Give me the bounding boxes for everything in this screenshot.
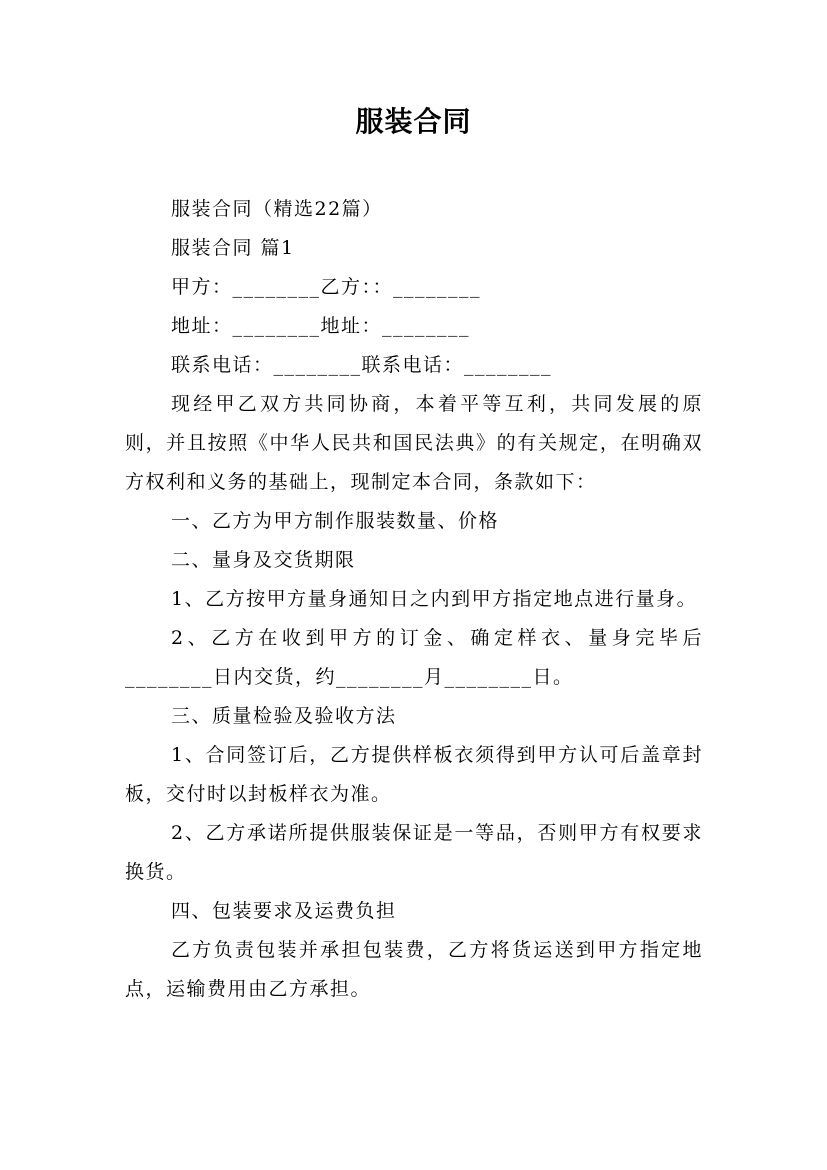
paragraph-clause-3-item-1: 1、合同签订后，乙方提供样板衣须得到甲方认可后盖章封板，交付时以封板样衣为准。 (125, 744, 703, 805)
paragraph-clause-2-item-2: 2、乙方在收到甲方的订金、确定样衣、量身完毕后________日内交货，约________月________日。 (125, 627, 703, 688)
paragraph-clause-3-heading: 三、质量检验及验收方法 (171, 705, 397, 727)
paragraph-preamble: 现经甲乙双方共同协商，本着平等互利，共同发展的原则，并且按照《中华人民共和国民法典》的有关规定，在明确双方权利和义务的基础上，现制定本合同，条款如下： (125, 393, 703, 493)
paragraph-subtitle: 服装合同（精选22篇） (171, 198, 383, 220)
document-title: 服装合同 (355, 105, 472, 138)
paragraph-clause-3-item-2: 2、乙方承诺所提供服装保证是一等品，否则甲方有权要求换货。 (125, 822, 703, 883)
paragraph-clause-2-item-1: 1、乙方按甲方量身通知日之内到甲方指定地点进行量身。 (171, 588, 698, 610)
paragraph-clause-1-heading: 一、乙方为甲方制作服装数量、价格 (171, 510, 500, 532)
paragraph-clause-4-body: 乙方负责包装并承担包装费，乙方将货运送到甲方指定地点，运输费用由乙方承担。 (125, 939, 703, 1000)
document-body (125, 190, 703, 1009)
paragraph-phones: 联系电话：________联系电话：________ (171, 354, 553, 376)
paragraph-clause-2-heading: 二、量身及交货期限 (171, 549, 356, 571)
paragraph-section-heading: 服装合同 篇1 (171, 237, 295, 259)
paragraph-parties: 甲方：________乙方：：________ (171, 276, 482, 298)
paragraph-addresses: 地址：________地址：________ (171, 315, 471, 337)
paragraph-clause-4-heading: 四、包装要求及运费负担 (171, 900, 397, 922)
